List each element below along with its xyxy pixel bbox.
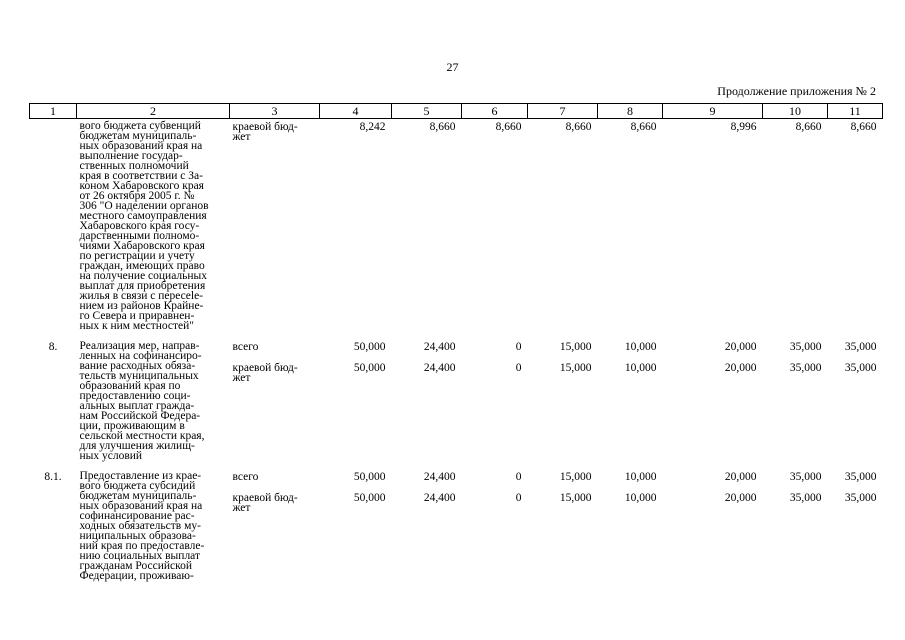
value: 10,000 [624, 471, 657, 483]
description-line: альных выплат гражда- [79, 400, 195, 412]
value: 8,660 [795, 121, 822, 133]
source-label: краевой бюд- [232, 362, 298, 374]
col-header-6: 6 [462, 104, 528, 119]
description-line: от 26 октября 2005 г. № [79, 190, 195, 202]
description-line: на получение социальных [79, 270, 208, 282]
description-line: ниципальных образова- [79, 530, 196, 542]
value-cell-col-8 [598, 119, 663, 340]
col-header-4: 4 [320, 104, 392, 119]
header-row [30, 104, 883, 119]
value: 0 [515, 341, 522, 353]
description-line: для улучшения жилищ- [79, 440, 195, 452]
value-cell-col-10 [763, 339, 828, 469]
value: 35,000 [789, 362, 822, 374]
col-header-3: 3 [230, 104, 320, 119]
value: 35,000 [789, 341, 822, 353]
description-line: тельств муниципальных [79, 370, 199, 382]
value: 35,000 [789, 471, 822, 483]
value-cell-col-11 [828, 469, 883, 589]
value-cell-col-4 [320, 339, 392, 469]
description-line: выполнение государ- [79, 150, 183, 162]
value-cell-col-7 [528, 339, 598, 469]
description-line: образований края по [79, 380, 181, 392]
value: 50,000 [353, 492, 386, 504]
value: 0 [515, 471, 522, 483]
source-label: краевой бюд- [232, 121, 298, 133]
row-description [77, 339, 230, 469]
value-cell-col-11 [828, 119, 883, 340]
funding-source [230, 469, 320, 589]
description-line: Федерации, проживаю- [79, 570, 194, 582]
col-header-9: 9 [663, 104, 763, 119]
value-cell-col-7 [528, 119, 598, 340]
value: 50,000 [353, 341, 386, 353]
value-cell-col-8 [598, 469, 663, 589]
description-line: Реализация мер, направ- [79, 340, 200, 352]
description-line: софинансирование рас- [79, 510, 195, 522]
value-cell-col-4 [320, 469, 392, 589]
description-line: ции, проживающим в [79, 420, 185, 432]
col-header-10: 10 [763, 104, 828, 119]
row-number: 8. [48, 341, 58, 353]
value: 24,400 [423, 471, 456, 483]
description-line: сельской местности края, [79, 430, 205, 442]
description-line: вого бюджета субвенций [79, 120, 201, 132]
value: 8,660 [429, 121, 456, 133]
value-cell-col-6 [462, 469, 528, 589]
value: 8,660 [850, 121, 877, 133]
col-header-7: 7 [528, 104, 598, 119]
source-label-cont: жет [232, 372, 251, 384]
value-cell-col-10 [763, 469, 828, 589]
value-cell-col-8 [598, 339, 663, 469]
page-number: 27 [446, 60, 459, 74]
value-cell-col-5 [392, 119, 462, 340]
value: 15,000 [559, 362, 592, 374]
description-line: ных образований края на [79, 140, 203, 152]
description-line: дарственными полномо- [79, 230, 200, 242]
row-number: 8.1. [44, 471, 62, 483]
col-header-5: 5 [392, 104, 462, 119]
source-label: всего [232, 341, 259, 353]
value: 10,000 [624, 341, 657, 353]
description-line: предоставлению соци- [79, 390, 191, 402]
description-line: жилья в связи с пересele- [79, 290, 204, 302]
source-label-cont: жет [232, 502, 251, 514]
value: 24,400 [423, 341, 456, 353]
col-header-8: 8 [598, 104, 663, 119]
value-cell-col-9 [663, 469, 763, 589]
value: 35,000 [844, 362, 877, 374]
value: 50,000 [353, 362, 386, 374]
source-label: всего [232, 471, 259, 483]
description-line: гражданам Российской [79, 560, 193, 572]
value-cell-col-6 [462, 119, 528, 340]
description-line: нам Российской Федера- [79, 410, 201, 422]
description-line: вого бюджета субсидий [79, 480, 196, 492]
value: 8,660 [565, 121, 592, 133]
description-line: бюджетам муниципаль- [79, 130, 197, 142]
table-row [30, 469, 883, 589]
value: 15,000 [559, 341, 592, 353]
continuation-label: Продолжение приложения № 2 [717, 84, 876, 98]
table-row [30, 339, 883, 469]
value-cell-col-5 [392, 339, 462, 469]
description-line: по регистрации и учету [79, 250, 195, 262]
value-cell-col-10 [763, 119, 828, 340]
value: 15,000 [559, 492, 592, 504]
col-header-1: 1 [30, 104, 77, 119]
value: 20,000 [724, 492, 757, 504]
value: 8,996 [730, 121, 757, 133]
value: 20,000 [724, 341, 757, 353]
value-cell-col-4 [320, 119, 392, 340]
description-line: ходных обязательств му- [79, 520, 201, 532]
value: 0 [515, 492, 522, 504]
value: 35,000 [844, 471, 877, 483]
budget-table [29, 103, 883, 589]
description-line: местного самоуправления [79, 210, 207, 222]
value: 35,000 [789, 492, 822, 504]
value-cell-col-7 [528, 469, 598, 589]
description-line: ственных полномочий [79, 160, 189, 172]
value: 50,000 [353, 471, 386, 483]
value: 0 [515, 362, 522, 374]
row-description [77, 119, 230, 340]
description-line: граждан, имеющих право [79, 260, 205, 272]
value: 8,660 [630, 121, 657, 133]
value-cell-col-6 [462, 339, 528, 469]
value: 20,000 [724, 362, 757, 374]
description-line: Хабаровского края госу- [79, 220, 200, 232]
row-number [30, 119, 77, 340]
description-line: ленных на софинансиро- [79, 350, 202, 362]
funding-source [230, 339, 320, 469]
description-line: го Севера и приравнен- [79, 310, 195, 322]
value-cell-col-9 [663, 339, 763, 469]
value: 10,000 [624, 492, 657, 504]
value: 8,242 [359, 121, 386, 133]
col-header-2: 2 [77, 104, 230, 119]
funding-source [230, 119, 320, 340]
description-line: чиями Хабаровского края [79, 240, 205, 252]
description-line: ний края по предоставле- [79, 540, 205, 552]
value: 35,000 [844, 341, 877, 353]
value: 24,400 [423, 362, 456, 374]
description-line: нием из районов Крайне- [79, 300, 204, 312]
value: 20,000 [724, 471, 757, 483]
description-line: бюджетам муниципаль- [79, 490, 197, 502]
col-header-11: 11 [828, 104, 883, 119]
description-line: Предоставление из крае- [79, 470, 202, 482]
description-line: 306 "О наделении органов [79, 200, 209, 212]
value-cell-col-9 [663, 119, 763, 340]
description-line: вание расходных обяза- [79, 360, 196, 372]
description-line: ных к ним местностей" [79, 320, 195, 332]
value-cell-col-11 [828, 339, 883, 469]
description-line: нию социальных выплат [79, 550, 201, 562]
description-line: ных образований края на [79, 500, 203, 512]
value: 15,000 [559, 471, 592, 483]
table-row [30, 119, 883, 340]
description-line: ных условий [79, 450, 143, 462]
value: 24,400 [423, 492, 456, 504]
description-line: коном Хабаровского края [79, 180, 204, 192]
value: 8,660 [495, 121, 522, 133]
source-label-cont: жет [232, 131, 251, 143]
value: 35,000 [844, 492, 877, 504]
row-description [77, 469, 230, 589]
description-line: края в соответствии с За- [79, 170, 203, 182]
source-label: краевой бюд- [232, 492, 298, 504]
value-cell-col-5 [392, 469, 462, 589]
description-line: выплат для приобретения [79, 280, 206, 292]
value: 10,000 [624, 362, 657, 374]
